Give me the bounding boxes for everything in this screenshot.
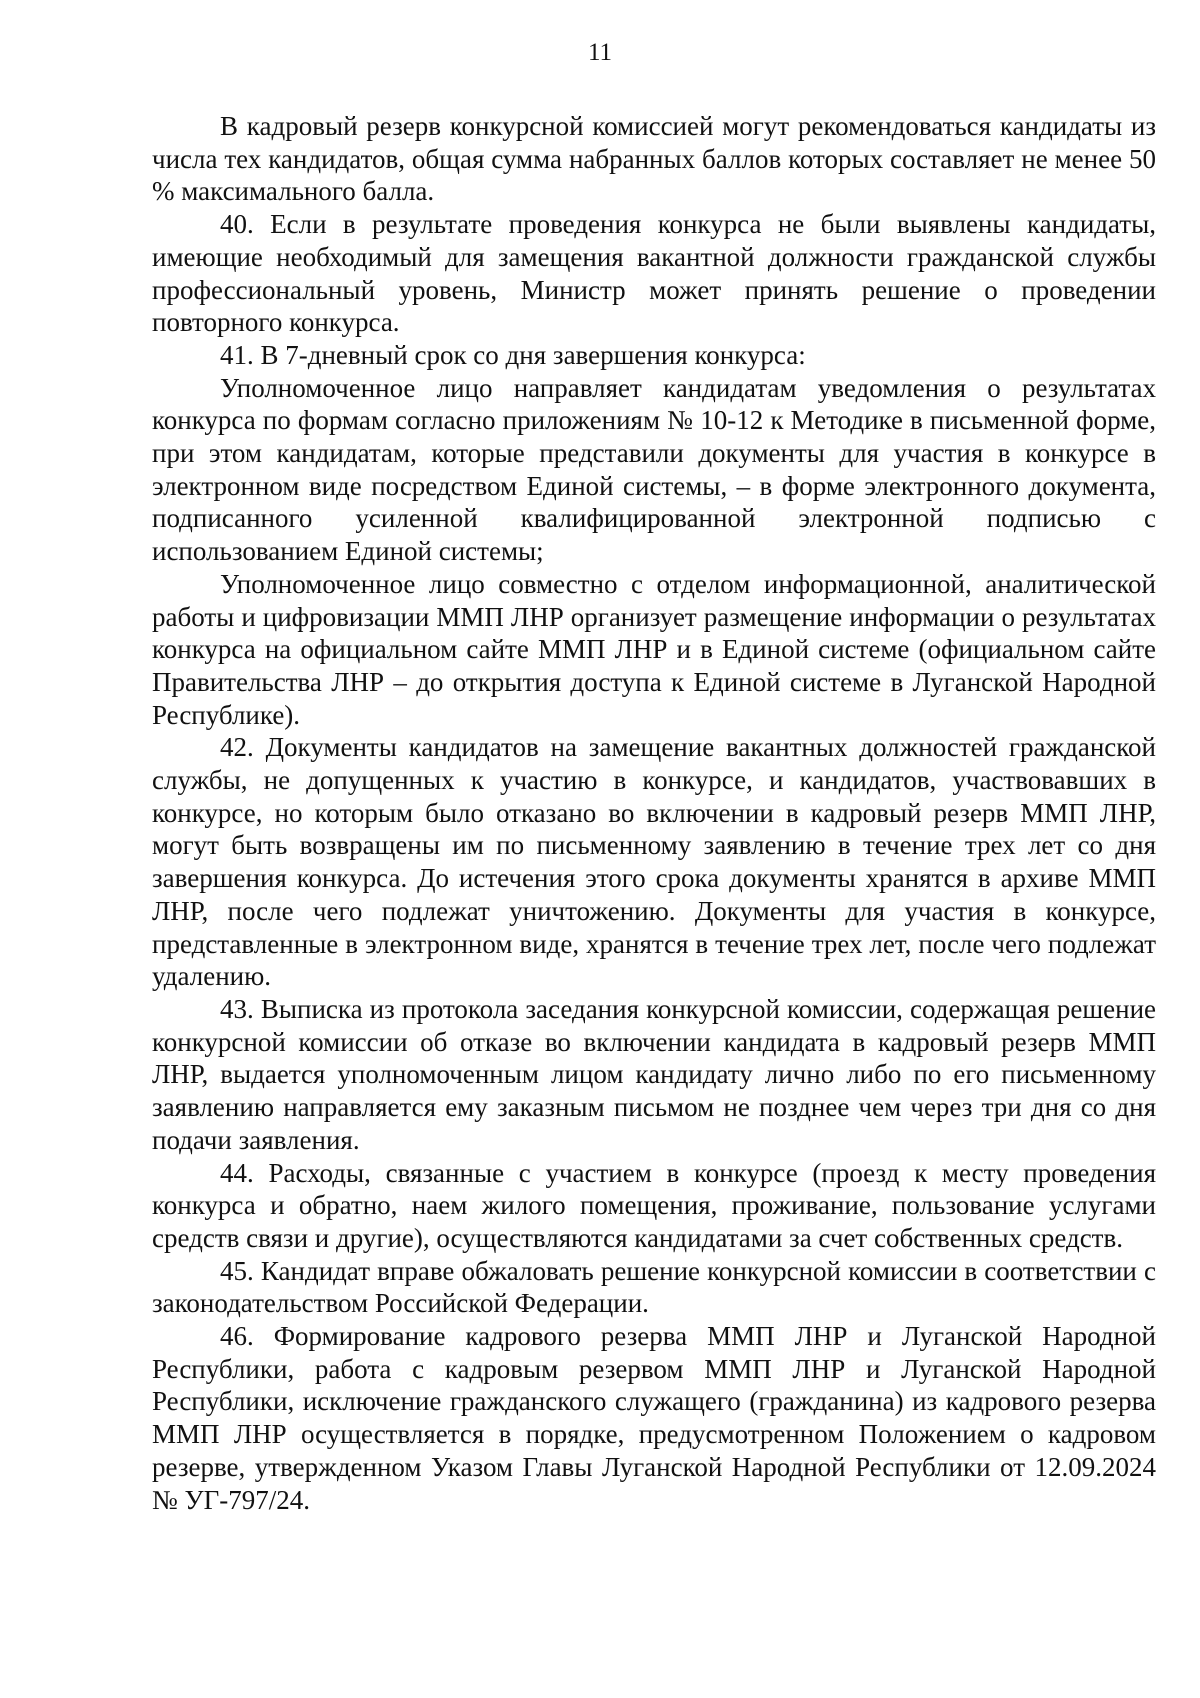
- paragraph-43: 43. Выписка из протокола заседания конкурсной комиссии, содержащая решение конкурсной комиссии об отказе во включении кандидата в кадровый резерв ММП ЛНР, выдается уполномоченным лицом кандидату лично либо по его письменному заявлению направляется ему заказным письмом не позднее чем через три дня со дня подачи заявления.: [152, 993, 1156, 1155]
- paragraph-41: 41. В 7-дневный срок со дня завершения конкурса:: [220, 339, 806, 370]
- paragraph-41-notification: Уполномоченное лицо направляет кандидатам уведомления о результатах конкурса по формам согласно приложениям № 10-12 к Методике в письменной форме, при этом кандидатам, которые представили документы для участия в конкурсе в электронном виде посредством Единой системы, – в форме электронного документа, подписанного усиленной квалифицированной электронной подписью с использованием Единой системы;: [152, 372, 1156, 567]
- paragraph-46: 46. Формирование кадрового резерва ММП ЛНР и Луганской Народной Республики, работа с кадровым резервом ММП ЛНР и Луганской Народной Республики, исключение гражданского служащего (гражданина) из кадрового резерва ММП ЛНР осуществляется в порядке, предусмотренном Положением о кадровом резерве, утвержденном Указом Главы Луганской Народной Республики от 12.09.2024 № УГ-797/24.: [152, 1321, 1156, 1515]
- paragraph-40: 40. Если в результате проведения конкурса не были выявлены кандидаты, имеющие необходимый для замещения вакантной должности гражданской службы профессиональный уровень, Министр может принять решение о проведении повторного конкурса.: [152, 209, 1156, 338]
- paragraph-reserve-recommendation: В кадровый резерв конкурсной комиссией могут рекомендоваться кандидаты из числа тех кандидатов, общая сумма набранных баллов которых составляет не менее 50 % максимального балла.: [152, 111, 1156, 207]
- paragraph-41-publication: Уполномоченное лицо совместно с отделом информационной, аналитической работы и цифровизации ММП ЛНР организует размещение информации о результатах конкурса на официальном сайте ММП ЛНР и в Единой системе (официальном сайте Правительства ЛНР – до открытия доступа к Единой системе в Луганской Народной Республике).: [152, 568, 1156, 730]
- paragraph-45: 45. Кандидат вправе обжаловать решение конкурсной комиссии в соответствии с законодательством Российской Федерации.: [152, 1255, 1156, 1319]
- page-number: 11: [587, 39, 613, 66]
- paragraph-42: 42. Документы кандидатов на замещение вакантных должностей гражданской службы, не допущенных к участию в конкурсе, и кандидатов, участвовавших в конкурсе, но которым было отказано во включении в кадровый резерв ММП ЛНР, могут быть возвращены им по письменному заявлению в течение трех лет со дня завершения конкурса. До истечения этого срока документы хранятся в архиве ММП ЛНР, после чего подлежат уничтожению. Документы для участия в конкурсе, представленные в электронном виде, хранятся в течение трех лет, после чего подлежат удалению.: [152, 732, 1156, 992]
- document-body: [152, 110, 1156, 1516]
- paragraph-44: 44. Расходы, связанные с участием в конкурсе (проезд к месту проведения конкурса и обратно, наем жилого помещения, проживание, пользование услугами средств связи и другие), осуществляются кандидатами за счет собственных средств.: [152, 1157, 1156, 1253]
